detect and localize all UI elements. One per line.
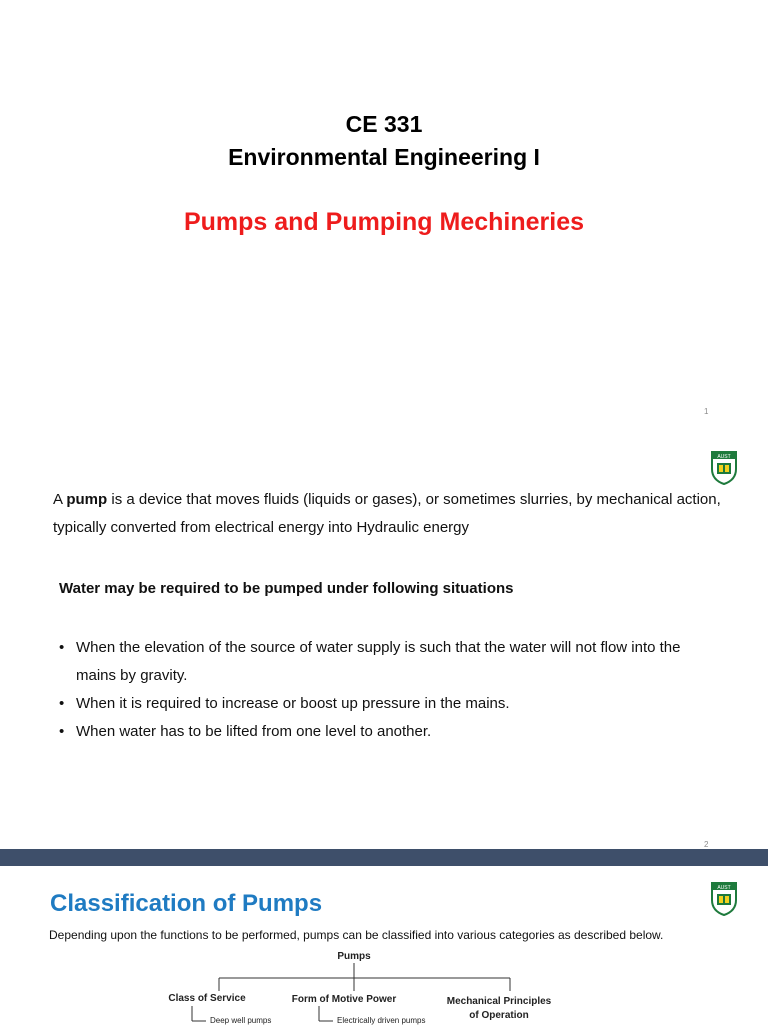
tree-category bbox=[439, 995, 559, 1023]
list-item: • When water has to be lifted from one level to another. bbox=[59, 718, 699, 746]
tree-category: Form of Motive Power bbox=[291, 994, 397, 1005]
intro-rest: is a device that moves fluids (liquids or gases), or sometimes slurries, by mechanical action, typically converted from electrical energy into Hydraulic energy bbox=[53, 491, 721, 536]
tree-leaf: Electrically driven pumps bbox=[337, 1016, 426, 1025]
slide-subtitle: Pumps and Pumping Mechineries bbox=[183, 208, 585, 236]
tree-category-line2: of Operation bbox=[469, 1010, 529, 1021]
tree-root: Pumps bbox=[337, 951, 371, 962]
tree-category-line1: Mechanical Principles bbox=[446, 996, 552, 1007]
page-number: 1 bbox=[704, 407, 709, 416]
intro-prefix: A bbox=[53, 491, 63, 508]
classification-title: Classification of Pumps bbox=[50, 890, 323, 917]
tree-leaf: Deep well pumps bbox=[210, 1016, 272, 1025]
course-code: CE 331 bbox=[345, 111, 423, 137]
logo-text: AUST bbox=[717, 454, 731, 460]
list-item: • When it is required to increase or boost up pressure in the mains. bbox=[59, 690, 699, 718]
intro-bold-term: pump bbox=[66, 491, 108, 508]
list-item: • When the elevation of the source of water supply is such that the water will not flow into the mains by gravity. bbox=[59, 634, 699, 690]
logo-text: AUST bbox=[717, 885, 731, 891]
classification-description: Depending upon the functions to be performed, pumps can be classified into various categories as described below. bbox=[49, 928, 664, 942]
situations-heading: Water may be required to be pumped under following situations bbox=[59, 580, 514, 597]
tree-category: Class of Service bbox=[168, 993, 246, 1004]
course-name: Environmental Engineering I bbox=[228, 144, 540, 170]
page-number: 2 bbox=[704, 840, 709, 849]
